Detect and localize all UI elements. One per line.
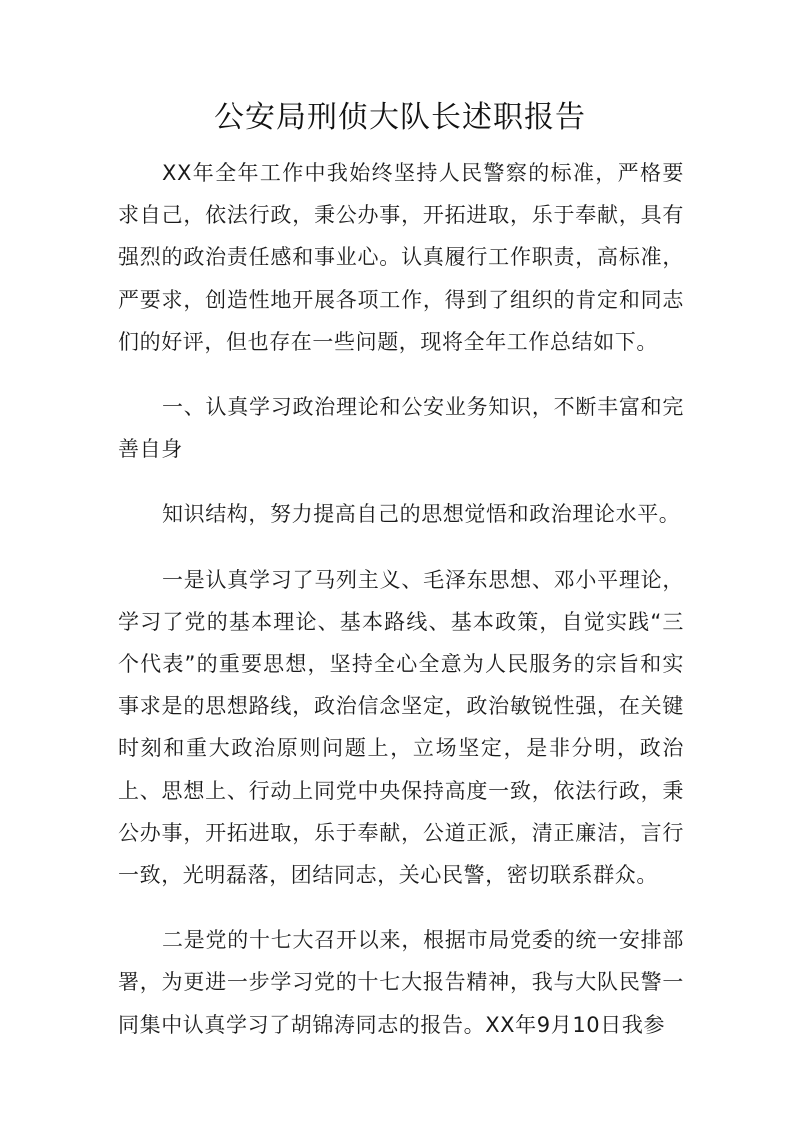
paragraph-section-heading: 一、认真学习政治理论和公安业务知识，不断丰富和完善自身 bbox=[118, 395, 684, 462]
document-title: 公安局刑侦大队长述职报告 bbox=[214, 100, 586, 135]
paragraph-point-one: 一是认真学习了马列主义、毛泽东思想、邓小平理论，学习了党的基本理论、基本路线、基本政策，自觉实践“三个代表”的重要思想，坚持全心全意为人民服务的宗旨和实事求是的思想路线，政治信念坚定，政治敏锐性强，在关键时刻和重大政治原则问题上，立场坚定，是非分明，政治上、思想上、行动上同党中央保持高度一致，依法行政，秉公办事，开拓进取，乐于奉献，公道正派，清正廉洁，言行一致，光明磊落，团结同志，关心民警，密切联系群众。 bbox=[118, 567, 684, 888]
paragraph-knowledge-structure: 知识结构，努力提高自己的思想觉悟和政治理论水平。 bbox=[162, 502, 681, 527]
paragraph-intro: XX年全年工作中我始终坚持人民警察的标准，严格要求自己，依法行政，秉公办事，开拓进取，乐于奉献，具有强烈的政治责任感和事业心。认真履行工作职责，高标准，严要求，创造性地开展各项工作，得到了组织的肯定和同志们的好评，但也存在一些问题，现将全年工作总结如下。 bbox=[118, 161, 684, 354]
document-body bbox=[118, 152, 684, 1046]
paragraph-point-two: 二是党的十七大召开以来，根据市局党委的统一安排部署，为更进一步学习党的十七大报告精神，我与大队民警一同集中认真学习了胡锦涛同志的报告。XX年9月10日我参 bbox=[118, 928, 684, 1037]
